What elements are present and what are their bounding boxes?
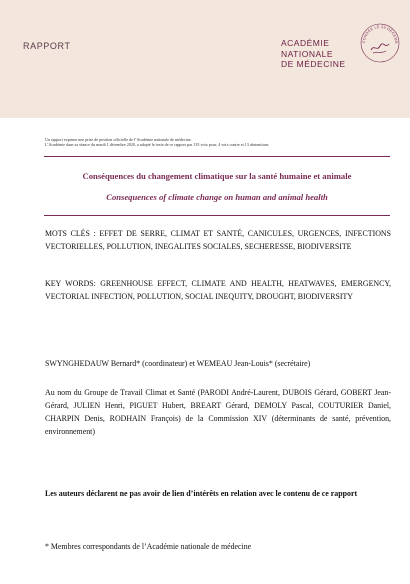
document-type-label: RAPPORT [23, 41, 71, 51]
svg-text:FONDÉE LE 20 DÉCEMBRE 1820 [359, 22, 398, 44]
disclaimer-line-1: Un rapport exprime une prise de position officielle de l’Académie nationale de médecine. [45, 137, 192, 142]
top-divider [44, 156, 390, 157]
footnote: * Membres correspondants de l’Académie nationale de médecine [45, 542, 252, 551]
title-english: Consequences of climate change on human and animal health [106, 192, 328, 202]
working-group: Au nom du Groupe de Travail Climat et Santé (PARODI André-Laurent, DUBOIS Gérard, GOBERT Jean-Gérard, JULIEN Henri, PIGUET Hubert, BREART Gérard, DEMOLY Pascal, COUTURIER Daniel, CHARPIN Denis, RODHAIN François) de la Commission XIV (déterminants de santé, prévention, environnement) [45, 388, 391, 436]
academy-name-line-2: NATIONALE [281, 48, 334, 59]
title-french: Conséquences du changement climatique sur la santé humaine et animale [82, 171, 352, 181]
authors-line: SWYNGHEDAUW Bernard* (coordinateur) et WEMEAU Jean-Louis* (secrétaire) [45, 359, 311, 368]
adoption-disclaimer [45, 137, 385, 147]
conflict-declaration: Les auteurs déclarent ne pas avoir de lien d’intérêts en relation avec le contenu de ce rapport [45, 489, 358, 498]
disclaimer-line-2: L’Académie dans sa séance du mardi 1 décembre 2020, a adopté le texte de ce rapport par 135 voix pour, 4 voix contre et 13 abstentions. [45, 142, 270, 148]
keywords-french: MOTS CLÉS : EFFET DE SERRE, CLIMAT ET SANTÉ, CANICULES, URGENCES, INFECTIONS VECTORIELLES, POLLUTION, INEGALITES SOCIALES, SECHERESSE, BIODIVERSITE [45, 229, 391, 251]
academy-seal-icon [359, 22, 401, 64]
bottom-divider [44, 215, 390, 216]
academy-logo [281, 22, 401, 104]
seal-text: FONDÉE LE 20 DÉCEMB [361, 24, 399, 44]
academy-name-line-3: DE MÉDECINE [281, 59, 346, 69]
header-band [0, 0, 410, 118]
academy-name [281, 38, 346, 70]
keywords-english: KEY WORDS: GREENHOUSE EFFECT, CLIMATE AND HEALTH, HEATWAVES, EMERGENCY, VECTORIAL INFECTION, POLLUTION, SOCIAL INEQUITY, DROUGHT, BIODIVERSITY [45, 279, 391, 301]
academy-name-line-1: ACADÉMIE [281, 38, 330, 48]
